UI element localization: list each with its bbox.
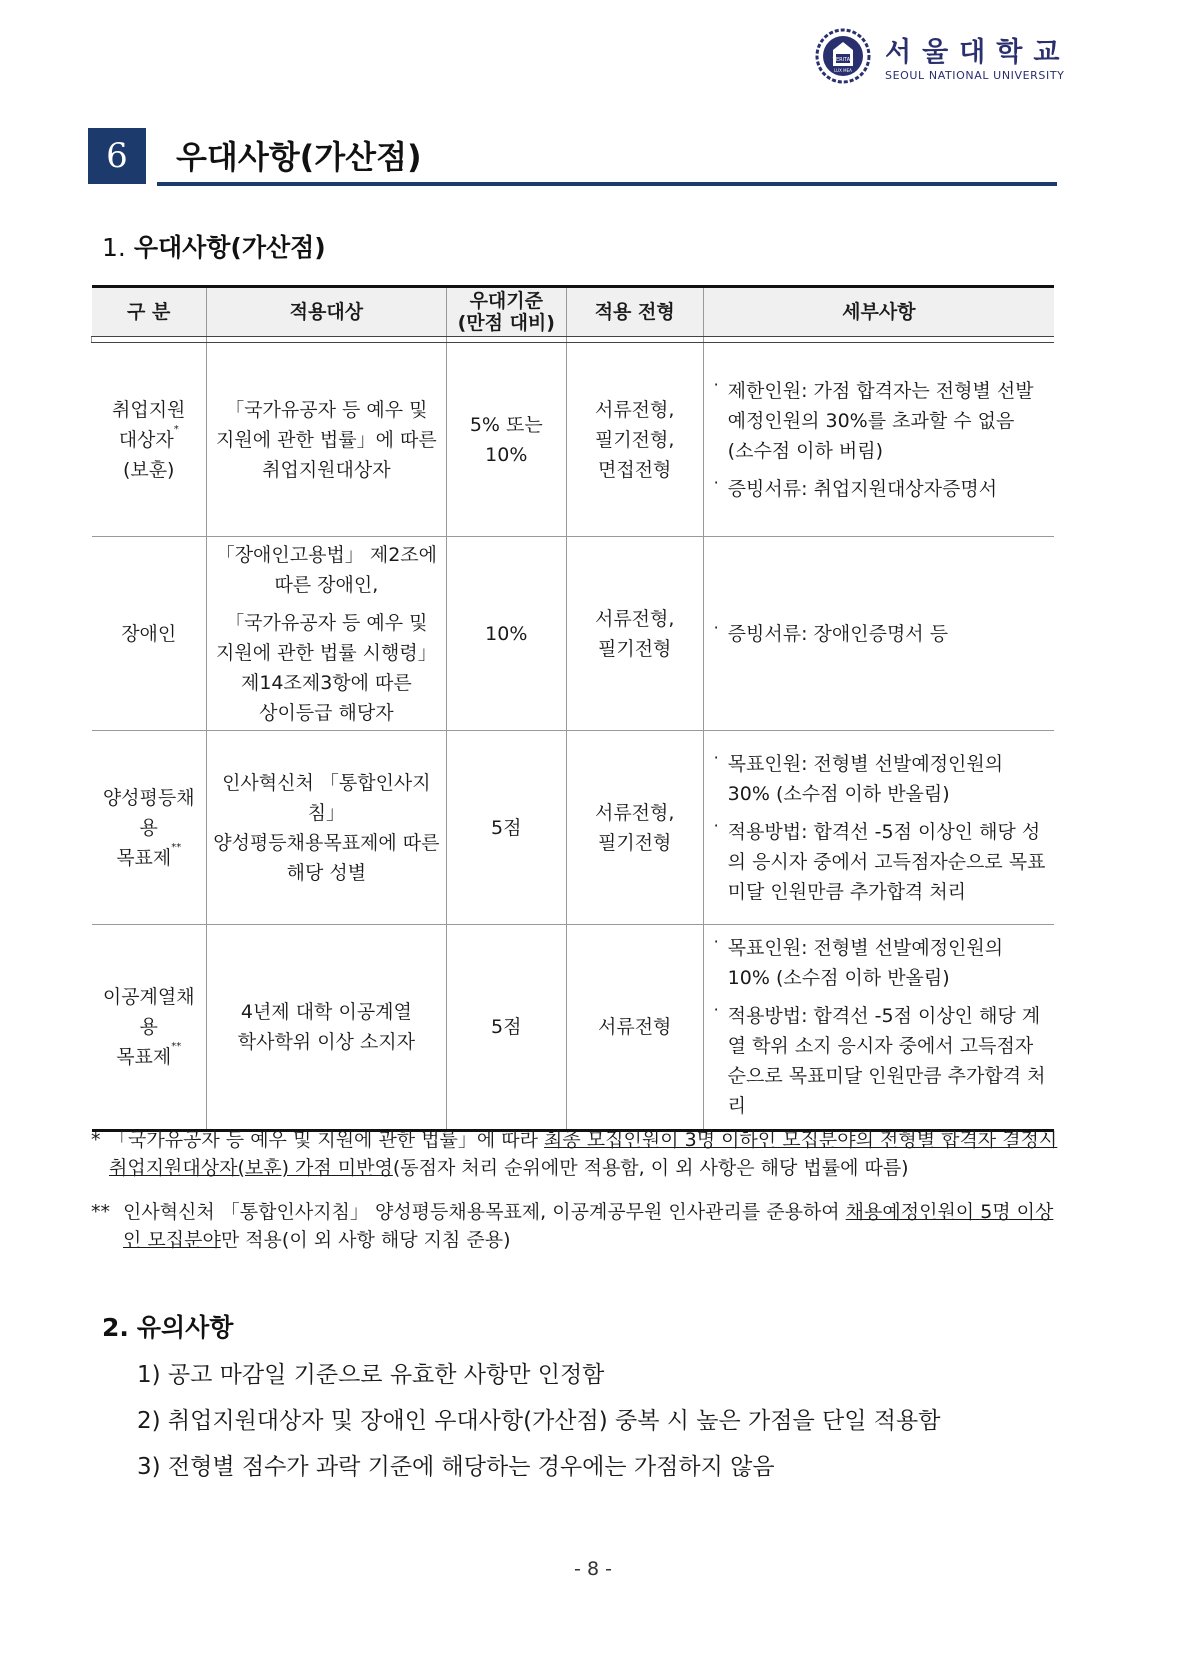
row-category [92,731,207,925]
preference-table [91,285,1054,1132]
footnote-2-text [91,1198,1061,1254]
cell-line: 필기전형, [594,428,675,451]
header-details: 세부사항 [703,287,1054,337]
detail-bullet: · 목표인원: 전형별 선발예정인원의 30% (소수점 이하 반올림) [714,749,1046,809]
row-criteria [446,925,566,1131]
snu-emblem-icon [815,28,871,84]
detail-bullet: · 제한인원: 가점 합격자는 전형별 선발예정인원의 30%를 초과할 수 없음 (소수점 이하 버림) [714,376,1046,466]
cell-line: 「국가유공자 등 예우 및 [225,611,428,634]
subheading-1 [102,228,326,264]
cell-line: 지원에 관한 법률 시행령」 [216,641,437,664]
footnote-1-part-a: 「국가유공자 등 예우 및 지원에 관한 법률」에 따라 [109,1129,545,1151]
row-target [206,731,446,925]
cell-line: 서류전형 [598,1016,672,1038]
header-criteria [446,287,566,337]
cell-line: 지원에 관한 법률」에 따른 [216,428,437,451]
cell-line [98,843,200,873]
row-category [92,537,207,731]
row-stage [566,343,703,537]
cell-line: 10% [485,443,528,466]
cell-line: 서류전형, [594,607,675,630]
section-title: 우대사항(가산점) [176,138,422,176]
row-details [703,537,1054,731]
cell-line: 해당 성별 [286,861,367,884]
footnote-1-part-b: (동점자 처리 순위에만 적용함, 이 외 사항은 해당 법률에 따름) [392,1157,909,1179]
university-name-en: SEOUL NATIONAL UNIVERSITY [885,69,1065,82]
cell-line: 필기전형 [598,637,672,660]
header-criteria-line2: (만점 대비) [457,312,555,334]
cell-line: 상이등급 해당자 [259,701,394,724]
row-details [703,731,1054,925]
subheading-2-number: 2. [102,1313,129,1342]
cell-line: 면접전형 [598,458,672,481]
cell-line: 4년제 대학 이공계열 [240,1001,412,1023]
notice-item: 2) 취업지원대상자 및 장애인 우대사항(가산점) 중복 시 높은 가점을 단일 적용함 [137,1408,941,1434]
table-row [92,343,1055,537]
cell-line: 학사학위 이상 소지자 [237,1031,415,1053]
cell-line: 취업지원 [112,398,186,421]
cell-line: 장애인 [121,622,177,645]
footnote-2-underlined: 채용예정인원이 5명 이상인 모집분야 [123,1201,1054,1251]
cell-line: 서류전형, [594,801,675,824]
cell-line [98,425,200,455]
cell-text: 대상자 [118,428,174,451]
cell-line: 이공계열채용 [102,986,195,1038]
table-row [92,537,1055,731]
svg-text:LUX MEA: LUX MEA [834,68,852,73]
subheading-1-number: 1. [102,233,126,262]
notice-item: 3) 전형별 점수가 과락 기준에 해당하는 경우에는 가점하지 않음 [137,1454,775,1480]
table-row [92,731,1055,925]
row-stage [566,731,703,925]
cell-text: 목표제 [116,846,172,869]
row-criteria [446,343,566,537]
footnote-mark: ** [171,1041,182,1052]
footnote-2-mark: ** [91,1201,110,1223]
cell-line: (보훈) [122,458,175,481]
subheading-2 [102,1308,233,1344]
university-logo [815,28,1071,86]
section-divider [157,182,1057,186]
row-category [92,343,207,537]
university-name-kr: 서울대학교 [885,37,1071,68]
cell-line: 「국가유공자 등 예우 및 [225,398,428,421]
row-criteria [446,731,566,925]
row-target [206,925,446,1131]
detail-bullet: · 적용방법: 합격선 -5점 이상인 해당 계열 학위 소지 응시자 중에서 고득점자순으로 목표미달 인원만큼 추가합격 처리 [714,1001,1046,1121]
header-stage: 적용 전형 [566,287,703,337]
subheading-1-title: 우대사항(가산점) [133,233,326,262]
row-details [703,343,1054,537]
cell-line: 인사혁신처 「통합인사지침」 [222,771,431,824]
footnote-2-part-b: 만 적용(이 외 사항 해당 지침 준용) [220,1229,511,1251]
cell-line: 제14조제3항에 따른 [240,671,412,694]
section-number: 6 [88,128,146,184]
page-number: - 8 - [574,1558,612,1580]
footnote-1-mark: * [91,1129,101,1151]
footnote-mark: ** [171,841,182,853]
cell-line: 취업지원대상자 [262,458,391,481]
svg-text:VERITAS: VERITAS [832,57,854,63]
cell-line: 양성평등채용목표제에 따른 [213,831,440,854]
cell-line: 10% [485,622,528,645]
cell-line: 5% 또는 [469,413,543,436]
row-target [206,537,446,731]
notice-item: 1) 공고 마감일 기준으로 유효한 사항만 인정함 [137,1362,605,1388]
cell-line: 필기전형 [598,831,672,854]
row-stage [566,537,703,731]
detail-bullet: · 목표인원: 전형별 선발예정인원의 10% (소수점 이하 반올림) [714,933,1046,993]
row-criteria [446,537,566,731]
footnote-mark: * [173,423,179,435]
cell-text: 목표제 [116,1046,172,1068]
detail-bullet: · 증빙서류: 장애인증명서 등 [714,619,1046,649]
cell-line [98,1042,200,1072]
cell-line: 양성평등채용 [102,786,195,839]
row-category [92,925,207,1131]
header-target: 적용대상 [206,287,446,337]
cell-line: 서류전형, [594,398,675,421]
footnote-2-part-a: 인사혁신처 「통합인사지침」 양성평등채용목표제, 이공계공무원 인사관리를 준용하여 [123,1201,846,1223]
footnote-1-underlined: 최종 모집인원이 3명 이하인 모집분야의 전형별 합격자 결정시 취업지원대상자(보훈) 가점 미반영 [109,1129,1058,1179]
cell-line: 「장애인고용법」 제2조에 [215,543,438,566]
cell-line: 5점 [491,1016,522,1038]
row-stage [566,925,703,1131]
subheading-2-title: 유의사항 [136,1313,234,1342]
footnote-2 [91,1198,1061,1254]
footnote-1-text [91,1126,1061,1182]
detail-bullet: · 증빙서류: 취업지원대상자증명서 [714,474,1046,504]
table-row [92,925,1055,1131]
header-category: 구 분 [92,287,207,337]
row-details [703,925,1054,1131]
detail-bullet: · 적용방법: 합격선 -5점 이상인 해당 성의 응시자 중에서 고득점자순으로 목표미달 인원만큼 추가합격 처리 [714,817,1046,907]
header-criteria-line1: 우대기준 [469,290,543,312]
cell-line: 따른 장애인, [274,573,379,596]
footnote-1 [91,1126,1061,1182]
cell-line: 5점 [491,816,522,839]
row-target [206,343,446,537]
table-header-row [92,287,1055,337]
